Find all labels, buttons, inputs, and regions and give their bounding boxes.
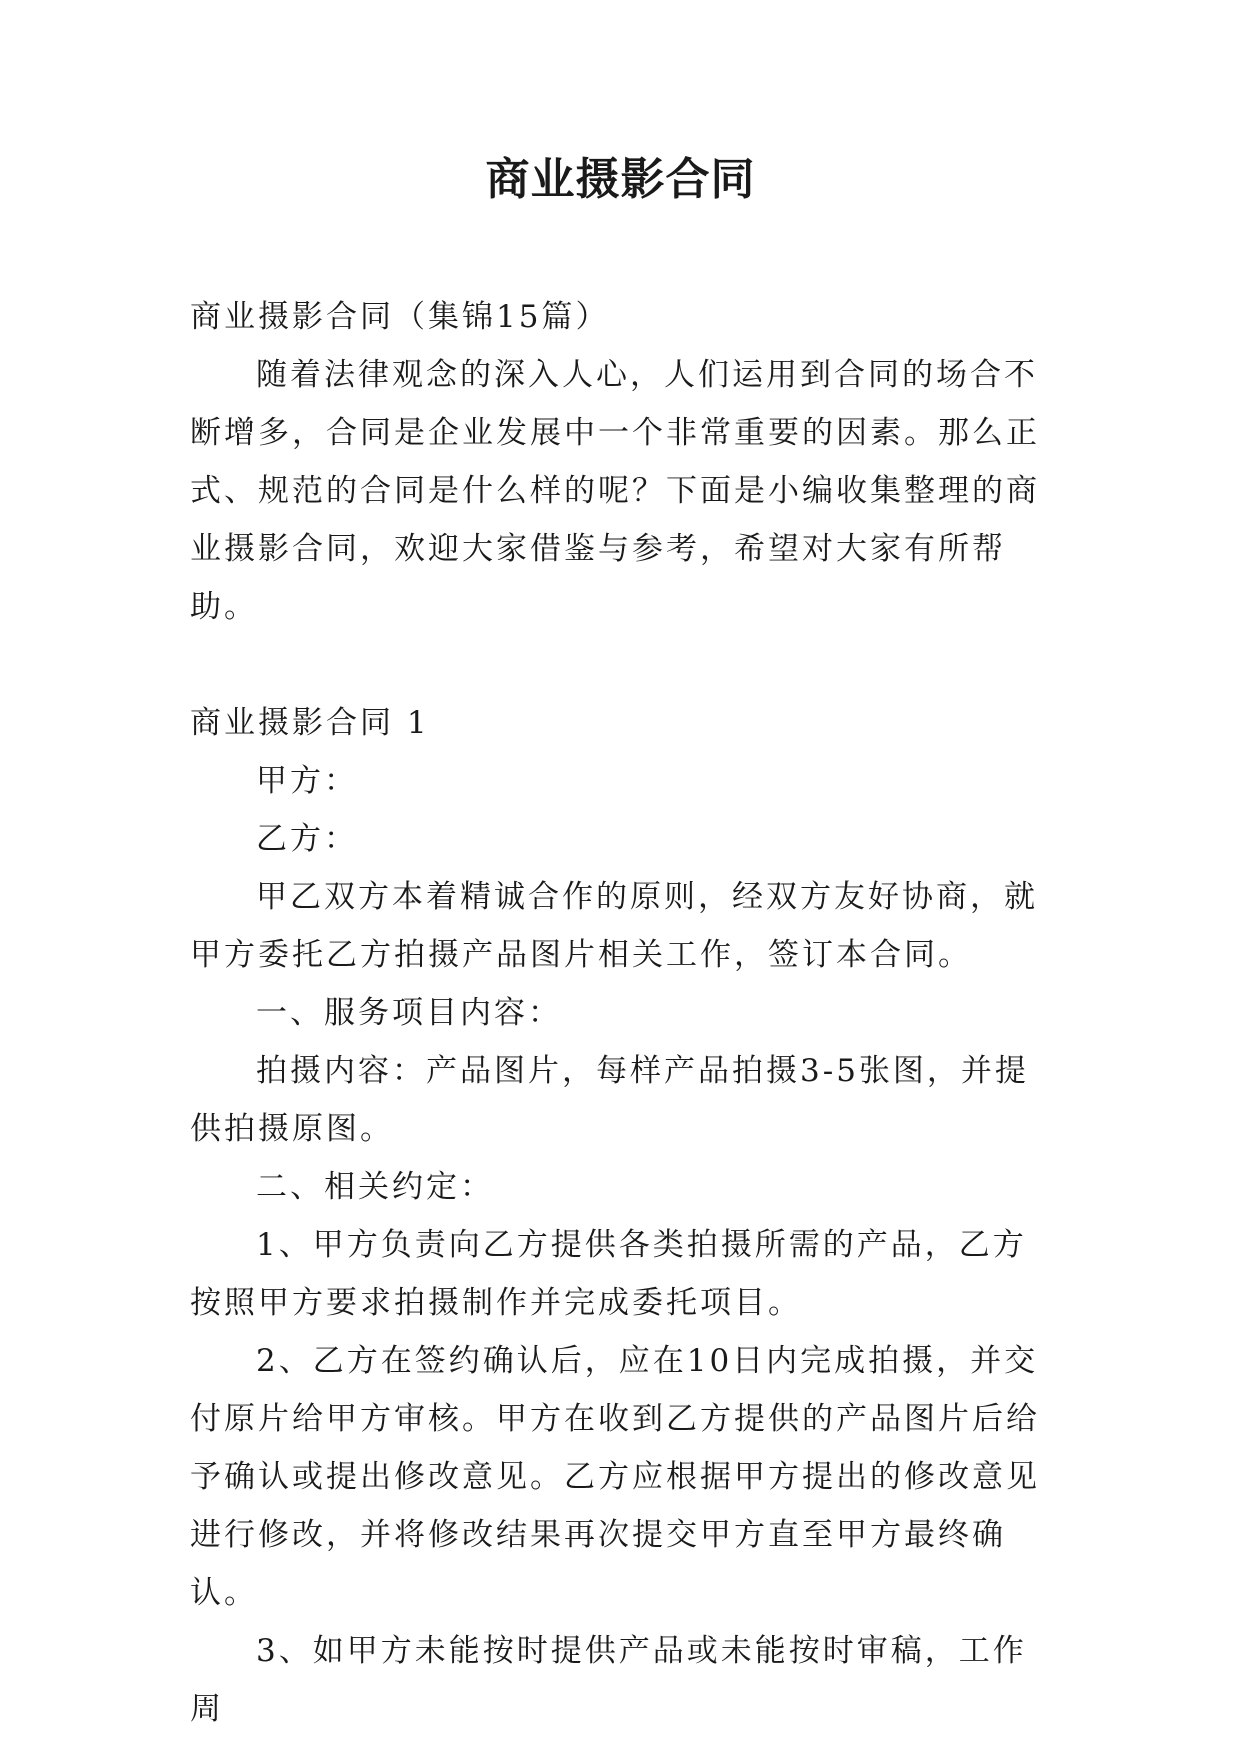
- section-1-body: 拍摄内容：产品图片，每样产品拍摄3-5张图，并提供拍摄原图。: [190, 1053, 1029, 1147]
- party-b-line: 乙方：: [256, 821, 358, 857]
- intro-paragraph: 随着法律观念的深入人心，人们运用到合同的场合不断增多，合同是企业发展中一个非常重要的因素。那么正式、规范的合同是什么样的呢？下面是小编收集整理的商业摄影合同，欢迎大家借鉴与参考，希望对大家有所帮助。: [190, 357, 1040, 625]
- clause-3: 3、如甲方未能按时提供产品或未能按时审稿，工作周: [190, 1633, 1027, 1727]
- section-1-title: 一、服务项目内容：: [256, 995, 562, 1031]
- document-title: 商业摄影合同: [485, 154, 756, 205]
- document-body: [190, 288, 1050, 1738]
- collection-subtitle: 商业摄影合同（集锦15篇）: [190, 299, 610, 335]
- contract-heading: 商业摄影合同 1: [190, 705, 430, 741]
- paragraph-spacer: [190, 636, 1050, 694]
- section-2-title: 二、相关约定：: [256, 1169, 494, 1205]
- clause-1: 1、甲方负责向乙方提供各类拍摄所需的产品，乙方按照甲方要求拍摄制作并完成委托项目。: [190, 1227, 1027, 1321]
- preamble-paragraph: 甲乙双方本着精诚合作的原则，经双方友好协商，就甲方委托乙方拍摄产品图片相关工作，签订本合同。: [190, 879, 1038, 973]
- clause-2: 2、乙方在签约确认后，应在10日内完成拍摄，并交付原片给甲方审核。甲方在收到乙方提供的产品图片后给予确认或提出修改意见。乙方应根据甲方提出的修改意见进行修改，并将修改结果再次提交甲方直至甲方最终确认。: [190, 1343, 1040, 1611]
- party-a-line: 甲方：: [256, 763, 358, 799]
